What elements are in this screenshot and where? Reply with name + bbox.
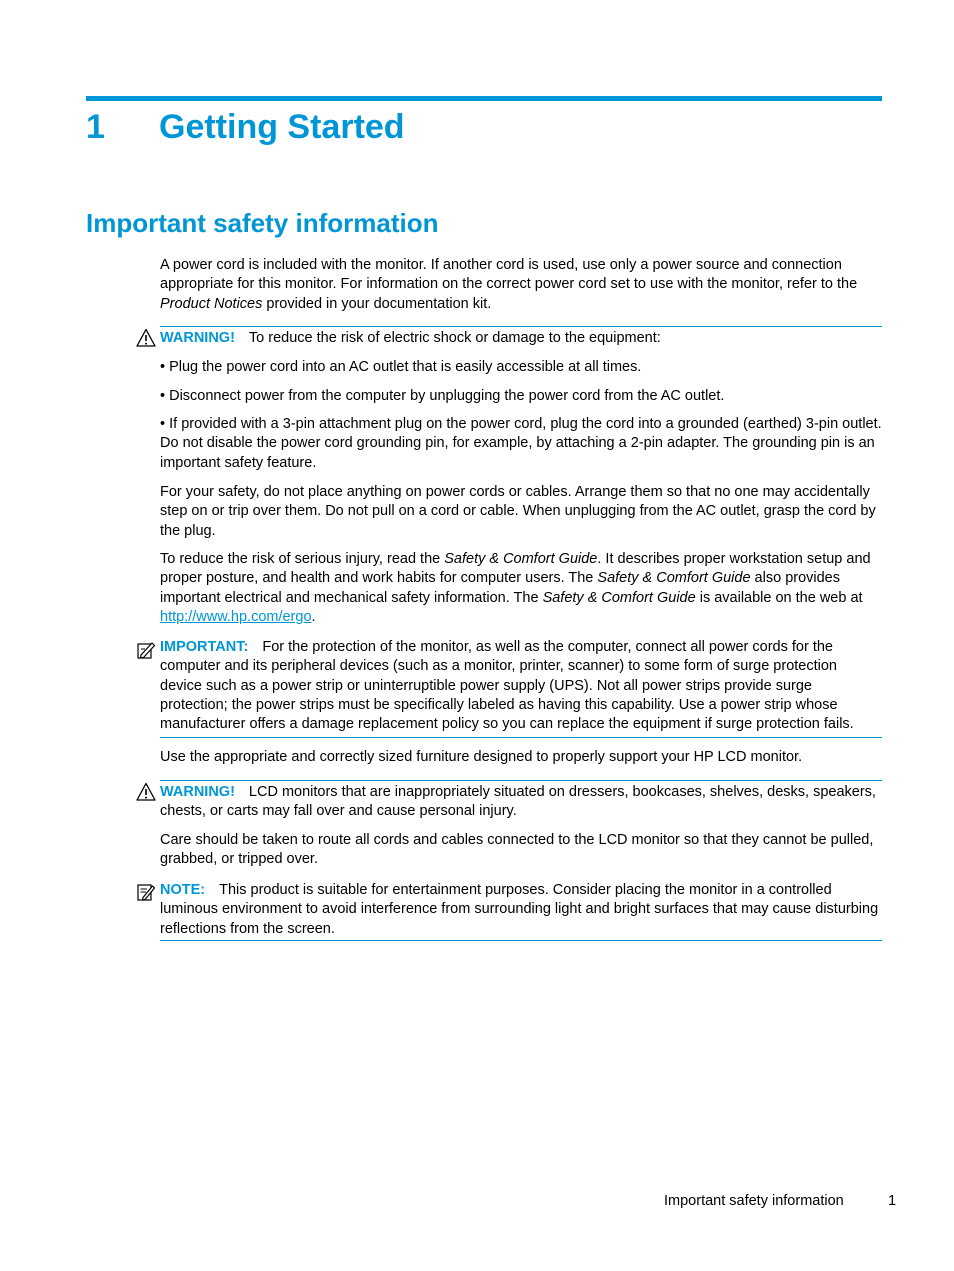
- bullet-item: • If provided with a 3-pin attachment plug on the power cord, plug the cord into a grounded (earthed) 3-pin outlet. Do not disable the power cord grounding pin, for example, by attaching a 2-pin adapter. The grounding pin is an important safety feature.: [160, 416, 882, 471]
- important-icon: [136, 640, 156, 660]
- chapter-number: 1: [86, 108, 105, 146]
- warning2-paragraph: WARNING! LCD monitors that are inappropriately situated on dressers, bookcases, shelves, desks, speakers, chests, or carts may fall over and cause personal injury.: [160, 784, 876, 820]
- note-icon: [136, 882, 156, 902]
- important-label: IMPORTANT:: [160, 639, 249, 655]
- important-paragraph: IMPORTANT: For the protection of the monitor, as well as the computer, connect all power cords for the computer and its peripheral devices (such as a monitor, printer, scanner) to some form of surge protection device such as a power strip or uninterruptible power supply (UPS). Not all power strips provide surge protection; the power strips must be specifically labeled as having this capability. Use a power strip whose manufacturer offers a damage replacement policy so you can replace the equipment if surge protection fails.: [160, 639, 854, 733]
- ergo-link[interactable]: http://www.hp.com/ergo: [160, 608, 312, 625]
- page-number: 1: [888, 1193, 897, 1209]
- warning-icon: [136, 782, 156, 802]
- chapter-heading: [86, 108, 405, 147]
- warning-label: WARNING!: [160, 784, 235, 800]
- note-paragraph: NOTE: This product is suitable for entertainment purposes. Consider placing the monitor in a controlled luminous environment to avoid interference from surrounding light and bright surfaces that may cause disturbing reflections from the screen.: [160, 882, 879, 937]
- product-notices-title: Product Notices: [160, 295, 263, 312]
- cable-route-paragraph: Care should be taken to route all cords and cables connected to the LCD monitor so that they cannot be pulled, grabbed, or tripped over.: [160, 832, 874, 868]
- note-bottom-rule: [160, 940, 882, 941]
- footer-section-title: Important safety information: [664, 1193, 844, 1209]
- bullet-item: • Disconnect power from the computer by unplugging the power cord from the AC outlet.: [160, 388, 725, 404]
- warning-label: WARNING!: [160, 330, 235, 346]
- chapter-rule: [86, 96, 882, 101]
- warning-icon: [136, 328, 156, 348]
- warning-paragraph: WARNING! To reduce the risk of electric shock or damage to the equipment:: [160, 330, 661, 346]
- intro-paragraph: A power cord is included with the monitor. If another cord is used, use only a power source and connection appropriate for this monitor. For information on the correct power cord set to use with the monitor, refer to the Product Notices provided in your documentation kit.: [160, 257, 858, 312]
- furniture-paragraph: Use the appropriate and correctly sized furniture designed to properly support your HP LCD monitor.: [160, 749, 803, 765]
- chapter-title: Getting Started: [159, 108, 405, 146]
- important-bottom-rule: [160, 737, 882, 738]
- bullet-item: • Plug the power cord into an AC outlet that is easily accessible at all times.: [160, 359, 642, 375]
- warning-top-rule: [160, 326, 882, 327]
- warning2-top-rule: [160, 780, 882, 781]
- guide-paragraph: To reduce the risk of serious injury, read the Safety & Comfort Guide. It describes proper workstation setup and proper posture, and health and work habits for computer users. The Safety & Comfort Guide also provides important electrical and mechanical safety information. The Safety & Comfort Guide is available on the web at http://www.hp.com/ergo.: [160, 551, 871, 625]
- section-title: Important safety information: [86, 208, 439, 238]
- note-label: NOTE:: [160, 882, 206, 898]
- cords-paragraph: For your safety, do not place anything on power cords or cables. Arrange them so that no one may accidentally step on or trip over them. Do not pull on a cord or cable. When unplugging from the AC outlet, grasp the cord by the plug.: [160, 484, 876, 539]
